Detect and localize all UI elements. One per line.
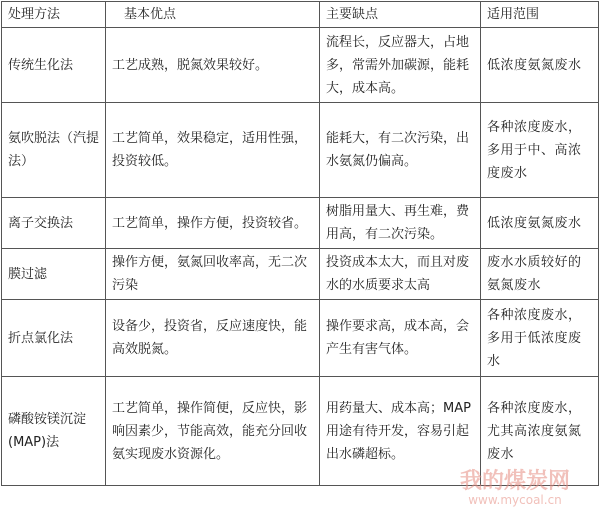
- treatment-methods-table: [1, 1, 599, 486]
- watermark-url: www.mycoal.cn: [468, 493, 562, 507]
- method-cell: 传统生化法: [2, 28, 106, 103]
- method-cell: 磷酸铵镁沉淀(MAP)法: [2, 377, 106, 486]
- table-row: [2, 28, 599, 103]
- method-cell: 膜过滤: [2, 249, 106, 300]
- header-scope: 适用范围: [481, 2, 599, 28]
- scope-cell: 低浓度氨氮废水: [481, 28, 599, 103]
- table-row: [2, 103, 599, 198]
- scope-cell: 各种浓度废水，多用于低浓度废水: [481, 300, 599, 377]
- table-row: [2, 377, 599, 486]
- table-row: [2, 198, 599, 249]
- scope-cell: 各种浓度废水，尤其高浓度氨氮废水: [481, 377, 599, 486]
- disadvantages-cell: 用药量大、成本高；MAP用途有待开发，容易引起出水磷超标。: [320, 377, 481, 486]
- scope-cell: 低浓度氨氮废水: [481, 198, 599, 249]
- advantages-cell: 操作方便，氨氮回收率高，无二次污染: [106, 249, 320, 300]
- method-cell: 折点氯化法: [2, 300, 106, 377]
- disadvantages-cell: 流程长，反应器大，占地多，常需外加碳源，能耗大，成本高。: [320, 28, 481, 103]
- advantages-cell: 设备少，投资省，反应速度快，能高效脱氮。: [106, 300, 320, 377]
- disadvantages-cell: 操作要求高，成本高，会产生有害气体。: [320, 300, 481, 377]
- table-row: [2, 300, 599, 377]
- advantages-cell: 工艺简单，效果稳定，适用性强，投资较低。: [106, 103, 320, 198]
- header-disadvantages: 主要缺点: [320, 2, 481, 28]
- method-cell: 离子交换法: [2, 198, 106, 249]
- method-cell: 氨吹脱法（汽提法）: [2, 103, 106, 198]
- advantages-cell: 工艺简单，操作方便，投资较省。: [106, 198, 320, 249]
- scope-cell: 废水水质较好的氨氮废水: [481, 249, 599, 300]
- disadvantages-cell: 树脂用量大、再生难，费用高，有二次污染。: [320, 198, 481, 249]
- advantages-cell: 工艺简单，操作简便，反应快，影响因素少，节能高效，能充分回收氨实现废水资源化。: [106, 377, 320, 486]
- header-method: 处理方法: [2, 2, 106, 28]
- scope-cell: 各种浓度废水，多用于中、高浓度废水: [481, 103, 599, 198]
- watermark-text: 我的煤炭网: [459, 469, 570, 494]
- disadvantages-cell: 投资成本太大，而且对废水的水质要求太高: [320, 249, 481, 300]
- table-row: [2, 249, 599, 300]
- header-advantages: 基本优点: [106, 2, 320, 28]
- table-header-row: [2, 2, 599, 28]
- advantages-cell: 工艺成熟，脱氮效果较好。: [106, 28, 320, 103]
- disadvantages-cell: 能耗大，有二次污染，出水氨氮仍偏高。: [320, 103, 481, 198]
